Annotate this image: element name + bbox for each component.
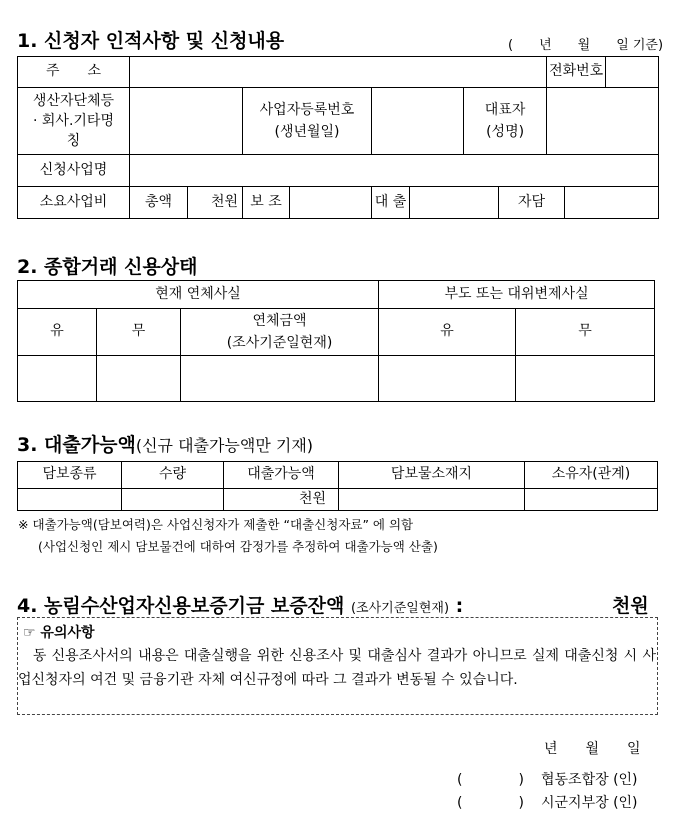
section4-title-main: 4. 농림수산업자신용보증기금 보증잔액	[17, 595, 345, 617]
signature-line1-title: 협동조합장 (인)	[541, 772, 638, 788]
section4-title-sub: (조사기준일현재)	[350, 601, 450, 616]
notice-box	[17, 617, 658, 715]
self-label: 자담	[499, 187, 565, 219]
notice-body: 동 신용조사서의 내용은 대출실행을 위한 신용조사 및 대출심사 결과가 아니므로 실제 대출신청 시 사업신청자의 여건 및 금융기관 자체 여신규정에 따라 그 결과가 변동될 수 있습니다.	[18, 648, 656, 688]
signature-line2-title: 시군지부장 (인)	[541, 795, 638, 811]
loan-field[interactable]	[410, 187, 499, 219]
producer-label	[18, 88, 130, 155]
default-yes-label: 유	[379, 309, 516, 356]
biz-reg-label-line1: 사업자등록번호	[259, 102, 355, 118]
phone-label: 전화번호	[547, 57, 606, 88]
collateral-location-field[interactable]	[339, 489, 525, 511]
owner-label: 소유자(관계)	[525, 462, 658, 489]
total-label: 총액	[130, 187, 188, 219]
producer-label-line2: · 회사.기타명	[33, 113, 114, 129]
date-basis: ( 년 월 일 기준)	[508, 38, 664, 53]
collateral-location-label: 담보물소재지	[339, 462, 525, 489]
rep-field[interactable]	[547, 88, 659, 155]
biz-reg-label	[243, 88, 372, 155]
default-yes-field[interactable]	[379, 356, 516, 402]
credit-table	[17, 280, 655, 402]
cost-label: 소요사업비	[18, 187, 130, 219]
section1-title: 1. 신청자 인적사항 및 신청내용	[17, 30, 285, 52]
section3-title-sub: (신규 대출가능액만 기재)	[135, 436, 314, 455]
section4-unit: 천원	[612, 595, 649, 617]
address-field[interactable]	[130, 57, 547, 88]
producer-field[interactable]	[130, 88, 243, 155]
collateral-type-label: 담보종류	[18, 462, 122, 489]
overdue-no-field[interactable]	[97, 356, 181, 402]
loan-available-field[interactable]: 천원	[224, 489, 339, 511]
quantity-label: 수량	[122, 462, 224, 489]
current-overdue-label: 현재 연체사실	[18, 281, 379, 309]
loan-label: 대 출	[372, 187, 410, 219]
overdue-no-label: 무	[97, 309, 181, 356]
section2-title: 2. 종합거래 신용상태	[17, 256, 198, 278]
producer-label-line1: 생산자단체등	[32, 93, 115, 109]
rep-label-line2: (성명)	[486, 124, 525, 140]
quantity-field[interactable]	[122, 489, 224, 511]
overdue-amount-label	[181, 309, 379, 356]
phone-field[interactable]	[606, 57, 659, 88]
default-no-label: 무	[516, 309, 655, 356]
default-no-field[interactable]	[516, 356, 655, 402]
overdue-amount-line2: (조사기준일현재)	[226, 335, 333, 351]
section3-title-main: 3. 대출가능액	[17, 434, 136, 456]
rep-label	[464, 88, 547, 155]
total-field[interactable]: 천원	[188, 187, 243, 219]
loan-available-label: 대출가능액	[224, 462, 339, 489]
loan-table	[17, 461, 658, 511]
self-field[interactable]	[565, 187, 659, 219]
producer-label-line3: 칭	[66, 133, 81, 149]
overdue-yes-label: 유	[18, 309, 97, 356]
section4-title	[17, 591, 463, 618]
notice-head: ☞ 유의사항	[23, 625, 95, 641]
section3-note2: (사업신청인 제시 담보물건에 대하여 감정가를 추정하여 대출가능액 산출)	[38, 539, 438, 554]
section3-title	[17, 430, 313, 457]
collateral-type-field[interactable]	[18, 489, 122, 511]
subsidy-field[interactable]	[290, 187, 372, 219]
overdue-amount-line1: 연체금액	[252, 313, 307, 329]
biz-reg-label-line2: (생년월일)	[274, 124, 340, 140]
address-label: 주 소	[18, 57, 130, 88]
section3-note1: ※ 대출가능액(담보여력)은 사업신청자가 제출한 “대출신청자료” 에 의함	[18, 517, 414, 532]
project-name-field[interactable]	[130, 155, 659, 187]
rep-label-line1: 대표자	[484, 102, 526, 118]
signature-line2-paren: ( )	[457, 795, 524, 811]
project-name-label: 신청사업명	[18, 155, 130, 187]
biz-reg-field[interactable]	[372, 88, 464, 155]
owner-field[interactable]	[525, 489, 658, 511]
subsidy-label: 보 조	[243, 187, 290, 219]
section4-colon: :	[455, 595, 464, 617]
overdue-yes-field[interactable]	[18, 356, 97, 402]
overdue-amount-field[interactable]	[181, 356, 379, 402]
signature-line1-paren: ( )	[457, 772, 524, 788]
default-label: 부도 또는 대위변제사실	[379, 281, 655, 309]
applicant-table	[17, 56, 659, 219]
signature-date: 년 월 일	[544, 741, 641, 757]
